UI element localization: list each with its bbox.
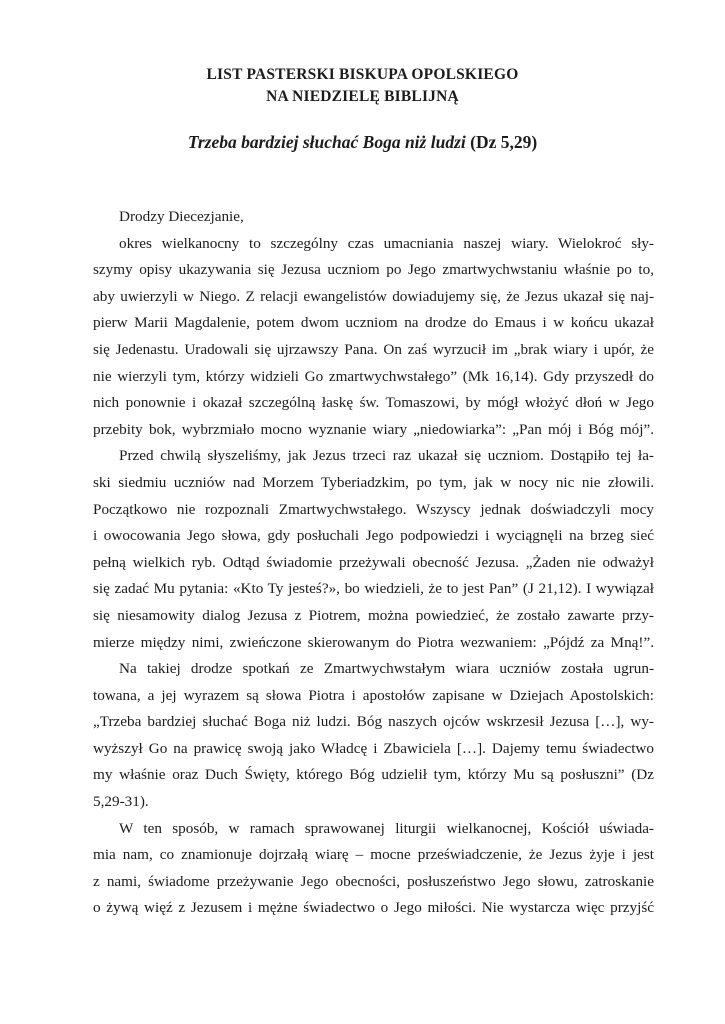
motto-reference: (Dz 5,29): [470, 132, 538, 152]
heading-line-2: NA NIEDZIELĘ BIBLIJNĄ: [266, 88, 459, 105]
text-line: się zadać Mu pytania: «Kto Ty jesteś?», bo wiedzieli, że to jest Pan” (J 21,12). I wywiązał: [93, 580, 654, 598]
letter-heading: [0, 64, 725, 108]
text-line: z nami, świadome przeżywanie Jego obecności, posłuszeństwo Jego słowu, zatroskanie: [93, 872, 654, 890]
text-line: wyższył Go na prawicę swoją jako Władcę i Zbawiciela […]. Dajemy temu świadectwo: [93, 739, 654, 757]
text-line: Przed chwilą słyszeliśmy, jak Jezus trzeci raz ukazał się uczniom. Dostąpiło tej ła-: [119, 447, 654, 465]
text-line: towana, a jej wyrazem są słowa Piotra i apostołów zapisane w Dziejach Apostolskich:: [93, 686, 654, 704]
text-line: Początkowo nie rozpoznali Zmartwychwstałego. Wszyscy jednak doświadczyli mocy: [93, 500, 654, 518]
paragraph-3: [93, 656, 654, 816]
text-line: ski siedmiu uczniów nad Morzem Tyberiadzkim, po tym, jak w nocy nic nie złowili.: [93, 473, 654, 491]
salutation: Drodzy Diecezjanie,: [119, 208, 244, 225]
motto-quote: Trzeba bardziej słuchać Boga niż ludzi: [187, 132, 466, 152]
text-line: przebity bok, wybrzmiało mocno wyznanie wiary „niedowiarka”: „Pan mój i Bóg mój”.: [93, 420, 654, 438]
text-line: o żywą więź z Jezusem i mężne świadectwo o Jego miłości. Nie wystarcza więc przyjść: [93, 899, 654, 917]
text-line: się Jedenastu. Uradowali się ujrzawszy Pana. On zaś wyrzucił im „brak wiary i upór, że: [93, 340, 654, 358]
text-line: mia nam, co znamionuje dojrzałą wiarę – mocne przeświadczenie, że Jezus żyje i jest: [93, 846, 654, 864]
text-line: szymy opisy ukazywania się Jezusa uczniom po Jego zmartwychwstaniu właśnie po to,: [93, 261, 654, 279]
paragraph-1: [93, 231, 654, 444]
text-line: się niesamowity dialog Jezusa z Piotrem, można powiedzieć, że zostało zawarte przy-: [93, 606, 654, 624]
text-line: 5,29-31).: [93, 793, 149, 811]
text-line: nich ponownie i okazał szczególną łaskę św. Tomaszowi, by mógł włożyć dłoń w Jego: [93, 394, 654, 412]
letter-motto: [0, 131, 725, 153]
text-line: aby uwierzyli w Niego. Z relacji ewangelistów dowiadujemy się, że Jezus ukazał się naj-: [93, 287, 654, 305]
letter-body: [93, 204, 654, 922]
text-line: Na takiej drodze spotkań ze Zmartwychwstałym wiara uczniów została ugrun-: [119, 660, 654, 678]
paragraph-4: [93, 816, 654, 922]
text-line: „Trzeba bardziej słuchać Boga niż ludzi. Bóg naszych ojców wskrzesił Jezusa […], wy-: [93, 713, 654, 731]
text-line: okres wielkanocny to szczególny czas umacniania naszej wiary. Wielokroć sły-: [119, 234, 654, 252]
text-line: i owocowania Jego słowa, gdy posłuchali Jego podpowiedzi i wyciągnęli na brzeg sieć: [93, 527, 654, 545]
text-line: nie wierzyli tym, którzy widzieli Go zmartwychwstałego” (Mk 16,14). Gdy przyszedł do: [93, 367, 654, 385]
text-line: my właśnie oraz Duch Święty, którego Bóg udzielił tym, którzy Mu są posłuszni” (Dz: [93, 766, 654, 784]
text-line: mierze między nimi, zwieńczone skierowanym do Piotra wezwaniem: „Pójdź za Mną!”.: [93, 633, 654, 651]
text-line: W ten sposób, w ramach sprawowanej liturgii wielkanocnej, Kościół uświada-: [119, 819, 654, 837]
text-line: pełną wielkich ryb. Odtąd świadomie przeżywali obecność Jezusa. „Żaden nie odważył: [93, 553, 654, 571]
heading-line-1: LIST PASTERSKI BISKUPA OPOLSKIEGO: [206, 66, 519, 83]
paragraph-2: [93, 443, 654, 656]
text-line: pierw Marii Magdalenie, potem dwom uczniom na drodze do Emaus i w końcu ukazał: [93, 314, 654, 332]
